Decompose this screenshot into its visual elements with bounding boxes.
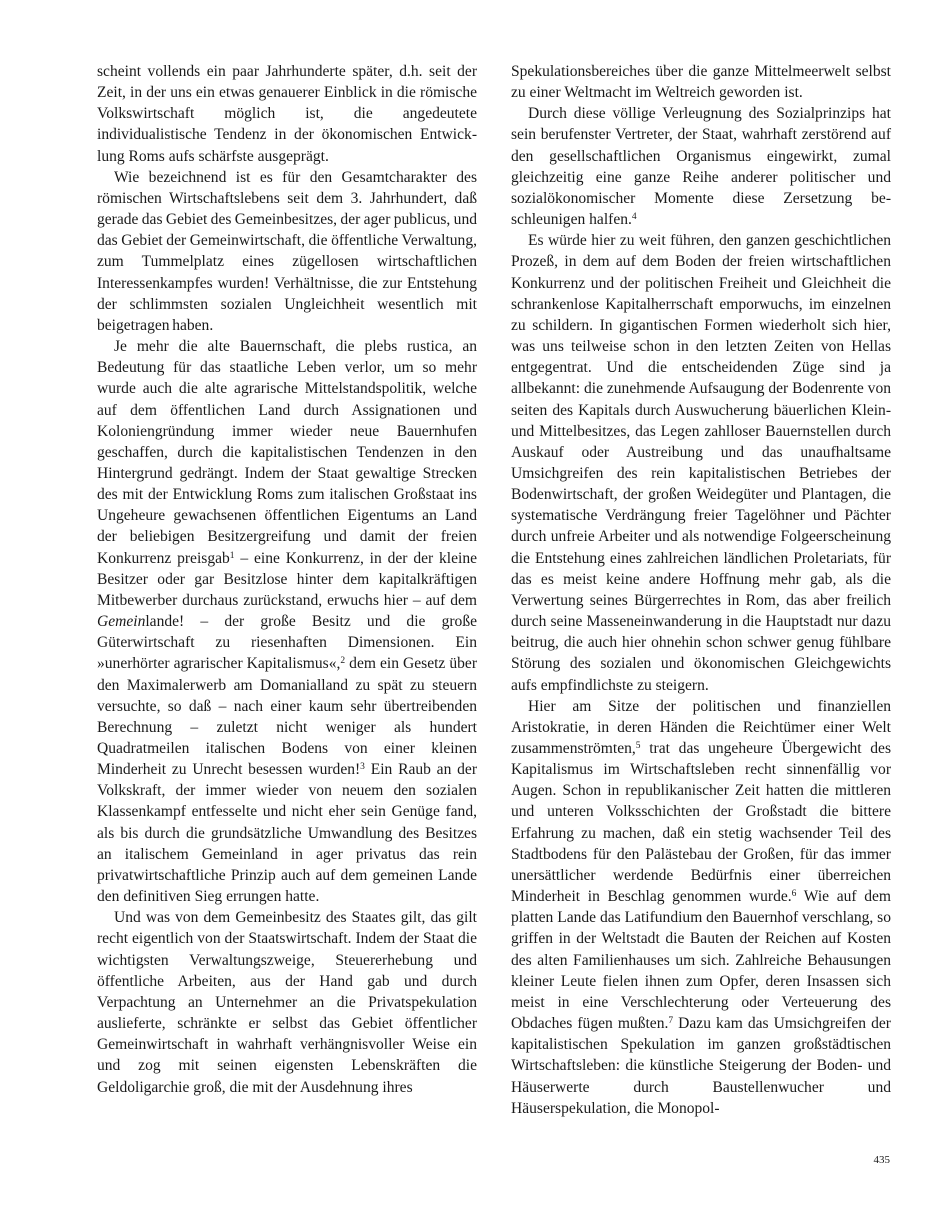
paragraph bbox=[511, 61, 891, 103]
left-text-column bbox=[97, 61, 477, 1098]
paragraph bbox=[97, 336, 477, 907]
paragraph-text: Je mehr die alte Bauernschaft, die plebs rustica, an Bedeutung für das staatliche Leben verlor, um so mehr wurde auch die alte agrarische Mittelstandspolitik, welche auf dem öffentlichen Land durch Assignationen und Koloniengründung immer wieder neue Bauernhufen geschaffen, durch die kapitalistischen Tendenzen in den Hintergrund gedrängt. Indem der Staat gewaltige Strecken des mit der Entwicklung Roms zum italischen Großstaat ins Ungeheure gewachsenen öffentlichen Eigentums an Land der beliebigen Besitzergreifung und damit der freien Konkurrenz preisgab bbox=[97, 338, 477, 567]
paragraph bbox=[97, 907, 477, 1097]
paragraph-text: Und was von dem Gemeinbesitz des Staates gilt, das gilt recht eigentlich von der Staatswirtschaft. Indem der Staat die wichtigsten Verwaltungszweige, Steuererhebung und öffentliche Arbeiten, aus der Hand gab und durch Verpachtung an Unternehmer an die Privatspekulation auslieferte, schränkte er selbst das Gebiet öffentlicher Gemeinwirtschaft in wahrhaft verhängnisvoller Weise ein und zog mit seinen eigensten Lebenskräften die Geldoligarchie groß, die mit der Ausdehnung ihres bbox=[97, 909, 477, 1096]
paragraph bbox=[97, 61, 477, 167]
page-number: 435 bbox=[873, 1154, 890, 1166]
paragraph-text: – eine Konkurrenz, in der der kleine Besitzer oder gar Besitzlose hinter dem kapitalkräftigen Mitbewerber durchaus zurückstand, erwuchs hier – auf dem bbox=[97, 549, 477, 609]
paragraph-text: Spekulationsbereiches über die ganze Mittelmeerwelt selbst zu einer Weltmacht im Weltreich geworden ist. bbox=[511, 63, 891, 102]
paragraph-text: scheint vollends ein paar Jahrhunderte später, d.h. seit der Zeit, in der uns ein etwas genauerer Einblick in die römische Volkswirtschaft möglich ist, die angedeutete individualistische Tendenz in der ökonomischen Entwicklung Roms aufs schärfste ausgeprägt. bbox=[97, 63, 477, 165]
right-text-column bbox=[511, 61, 891, 1119]
paragraph-text: Dazu kam das Umsichgreifen der kapitalistischen Spekulation im ganzen großstädtischen Wirtschaftsleben: die künstliche Steigerung der Boden- und Häuserwerte durch Baustellenwucher und Häuserspekulation, die Monopol- bbox=[511, 1015, 891, 1117]
paragraph-text: Durch diese völlige Verleugnung des Sozialprinzips hat sein berufenster Vertreter, der Staat, wahrhaft zerstörend auf den gesellschaftlichen Organismus eingewirkt, zumal gleichzeitig eine ganze Reihe anderer politischer und sozialökonomischer Momente diese Zersetzung beschleunigen halfen. bbox=[511, 105, 891, 229]
paragraph-text: Ein Raub an der Volkskraft, der immer wieder von neuem den sozialen Klassenkampf entfesselte und nicht eher sein Genüge fand, als bis durch die grundsätzliche Umwandlung des Besitzes an italischem Gemeinland in ager privatus das rein privatwirtschaftliche Prinzip auch auf dem gemeinen Lande den definitiven Sieg errungen hatte. bbox=[97, 761, 477, 906]
paragraph bbox=[97, 167, 477, 336]
paragraph bbox=[511, 230, 891, 695]
paragraph-text: lande! – der große Besitz und die große Güterwirtschaft zu riesenhaften Dimensionen. Ein »unerhörter agrarischer Kapitalismus«, bbox=[97, 613, 477, 673]
paragraph-text: Wie bezeichnend ist es für den Gesamtcharakter des römischen Wirtschaftslebens seit dem 3. Jahrhundert, daß gerade das Gebiet des Gemeinbesitzes, der ager publicus, und das Gebiet der Gemeinwirtschaft, die öffentliche Verwaltung, zum Tummelplatz eines zügellosen wirtschaftlichen Interessenkampfes wurden! Verhältnisse, die zur Entstehung der schlimmsten sozialen Ungleichheit wesentlich mit beigetragen haben. bbox=[97, 168, 477, 334]
paragraph bbox=[511, 103, 891, 230]
footnote-marker[interactable]: 5 bbox=[635, 741, 641, 751]
footnote-marker[interactable]: 1 bbox=[229, 550, 235, 561]
paragraph-text: Hier am Sitze der politischen und finanziellen Aristokratie, in deren Händen die Reichtümer einer Welt zusammenströmten, bbox=[511, 697, 891, 757]
paragraph bbox=[511, 696, 891, 1119]
footnote-marker[interactable]: 6 bbox=[791, 889, 797, 900]
footnote-marker[interactable]: 7 bbox=[668, 1016, 674, 1027]
emphasis-text: Gemein bbox=[97, 613, 146, 631]
footnote-marker[interactable]: 3 bbox=[360, 762, 365, 773]
paragraph-text: Wie auf dem platten Lande das Latifundium den Bauernhof verschlang, so griffen in der Weltstadt die Bauten der Reichen auf Kosten des alten Familienhauses um sich. Zahlreiche Behausungen kleiner Leute fielen ihnen zum Opfer, deren Insassen sich meist in eine Verschlechterung oder Verteuerung des Obdaches fügen mußten. bbox=[511, 888, 891, 1033]
paragraph-text: dem ein Gesetz über den Maximalerwerb am Domanialland zu spät zu steuern versuchte, so daß – nach einer kaum sehr übertreibenden Berechnung – zuletzt nicht weniger als hundert Quadratmeilen italischen Bodens von einer kleinen Minderheit zu Unrecht besessen wurden! bbox=[97, 655, 477, 779]
footnote-marker[interactable]: 2 bbox=[340, 656, 346, 667]
paragraph-text: trat das ungeheure Übergewicht des Kapitalismus im Wirtschaftsleben recht sinnenfällig vor Augen. Schon in republikanischer Zeit hatten die mittleren und unteren Volksschichten der Großstadt die bittere Erfahrung zu machen, daß ein stetig wachsender Teil des Stadtbodens für den Palästebau der Großen, für das immer unersättlicher werdende Bedürfnis einer überreichen Minderheit in Beschlag genommen wurde. bbox=[511, 740, 891, 906]
footnote-marker[interactable]: 4 bbox=[631, 212, 637, 223]
paragraph-text: Es würde hier zu weit führen, den ganzen geschichtlichen Prozeß, in dem auf dem Boden der freien wirtschaftlichen Konkurrenz und der politischen Freiheit und Gleichheit die schrankenlose Kapitalherrschaft emporwuchs, im einzelnen zu schildern. In gigantischen Formen wiederholt sich hier, was uns teilweise schon in den letzten Zeiten von Hellas entgegentrat. Und die entscheidenden Züge sind ja allbekannt: die zunehmende Aufsaugung der Bodenrente von seiten des Kapitals durch Auswucherung bäuerlichen Klein- und Mittelbesitzes, das Legen zahlloser Bauernstellen durch Auskauf oder Austreibung und das unaufhaltsame Umsichgreifen des rein kapitalistischen Betriebes der Bodenwirtschaft, der großen Weidegüter und Plantagen, die systematische Verdrängung freier Tagelöhner und Pächter durch unfreie Arbeiter und als notwendige Folgeerscheinung die Entstehung eines zahlreichen ländlichen Proletariats, für das es meist keine andere Hoffnung mehr gab, als die Verwertung seines Bürgerrechtes in Rom, das aber freilich durch seine Masseneinwanderung in die Hauptstadt nur dazu beitrug, die auch hier ohnehin schon schwer genug fühlbare Störung des sozialen und ökonomischen Gleichgewichts aufs empfindlichste zu steigern. bbox=[511, 232, 891, 694]
